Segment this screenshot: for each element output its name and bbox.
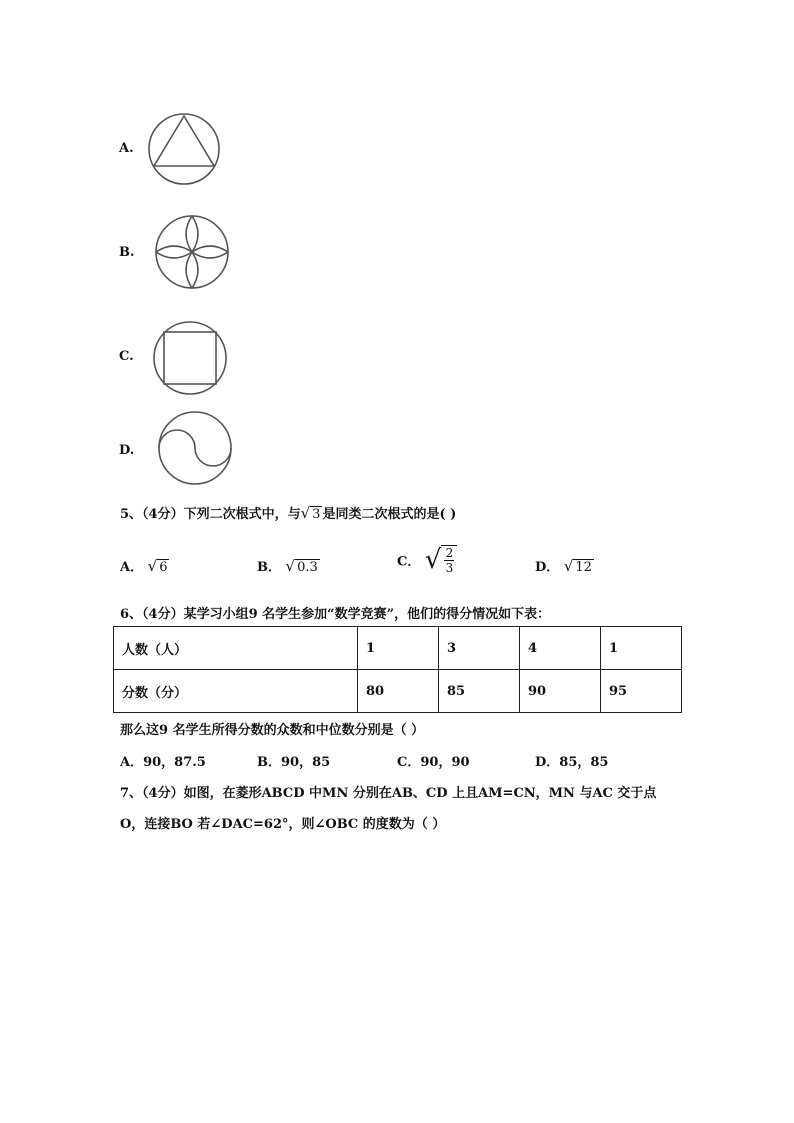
question-5-option-b[interactable]: B． √ 0.3 [257, 557, 318, 575]
question-6-option-d[interactable]: D．85，85 [535, 755, 609, 770]
question-5-option-a[interactable]: A． √ 6 [120, 557, 168, 575]
circle-petal-figure [152, 214, 232, 294]
table-row: 人数（人） 1 3 4 1 [114, 627, 682, 670]
question-5-prefix: 5、（4分）下列二次根式中，与 [120, 507, 301, 522]
option-a-label: A. [119, 141, 134, 156]
circle-triangle-figure [146, 111, 224, 189]
question-5-stem: 5、（4分）下列二次根式中，与√ 3 是同类二次根式的是( ) [120, 504, 457, 522]
question-5-option-d[interactable]: D． √ 12 [535, 557, 592, 575]
question-6-stem: 6、（4分）某学习小组9 名学生参加“数学竞赛”，他们的得分情况如下表： [120, 607, 551, 622]
question-7-line2: O，连接BO 若∠DAC=62°，则∠OBC 的度数为（ ） [120, 817, 446, 832]
option-d-label: D. [119, 443, 135, 458]
question-6-option-a[interactable]: A．90，87.5 [120, 755, 206, 770]
question-6-followup: 那么这9 名学生所得分数的众数和中位数分别是（ ） [120, 723, 425, 738]
question-5-option-c[interactable]: C． √ $\frac{2}{3}$ [397, 545, 457, 575]
question-5-suffix: 是同类二次根式的是( ) [322, 507, 457, 522]
question-6-option-b[interactable]: B．90，85 [257, 755, 331, 770]
circle-s-curve-figure [155, 410, 235, 490]
circle-square-figure [150, 320, 230, 400]
question-7-line1: 7、（4分）如图，在菱形ABCD 中MN 分别在AB、CD 上且AM=CN，MN 与AC 交于点 [120, 786, 657, 801]
option-c-label: C. [119, 349, 134, 364]
question-5-radicand: 3 [312, 507, 321, 522]
table-row: 分数（分） 80 85 90 95 [114, 670, 682, 713]
score-table [113, 626, 682, 713]
option-b-label: B. [119, 245, 135, 260]
question-6-option-c[interactable]: C．90，90 [397, 755, 470, 770]
